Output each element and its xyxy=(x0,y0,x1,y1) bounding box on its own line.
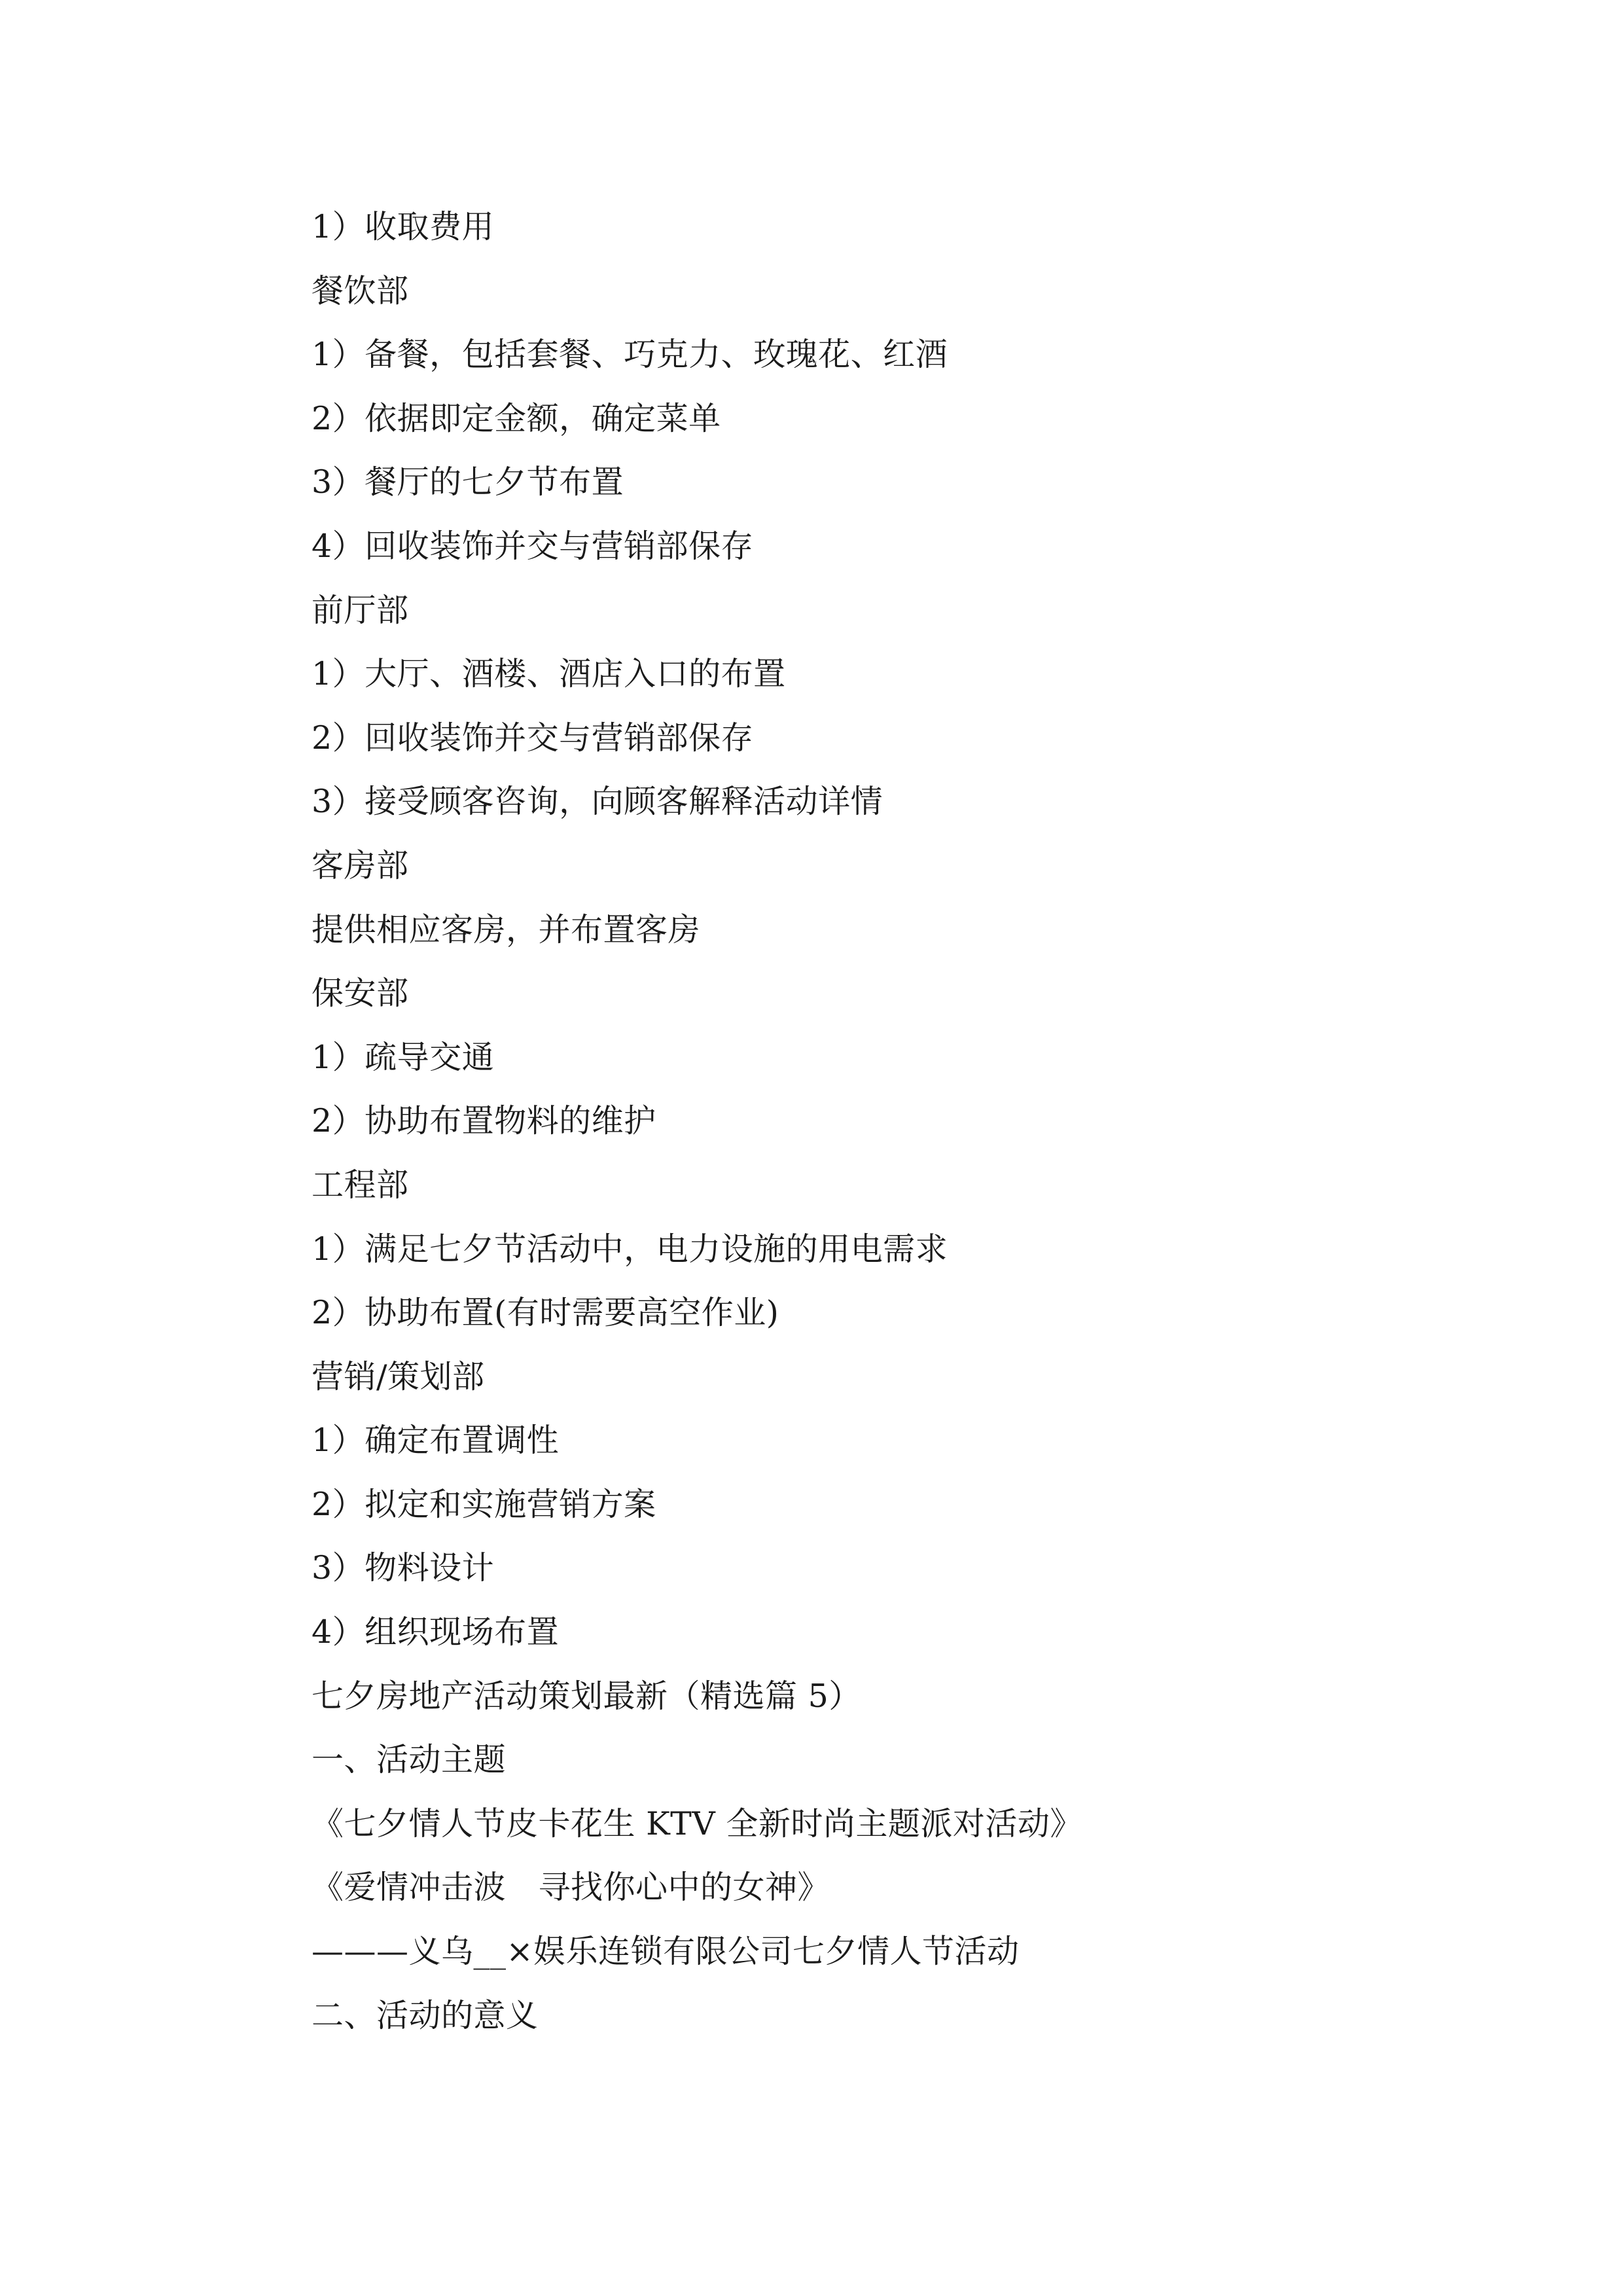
article-title: 七夕房地产活动策划最新（精选篇 5） xyxy=(312,1677,861,1715)
section-heading-activity-theme: 一、活动主题 xyxy=(312,1741,507,1779)
section-heading-security: 保安部 xyxy=(312,975,409,1013)
list-item-material-maintenance: 2）协助布置物料的维护 xyxy=(312,1102,656,1140)
theme-title-love-shockwave: 《爱情冲击波 寻找你心中的女神》 xyxy=(312,1869,830,1907)
list-item-prepare-meals: 1）备餐，包括套餐、巧克力、玫瑰花、红酒 xyxy=(312,336,948,374)
list-item-onsite-setup: 4）组织现场布置 xyxy=(312,1613,560,1651)
list-item-return-decorations-2: 2）回收装饰并交与营销部保存 xyxy=(312,719,754,757)
list-item-traffic: 1）疏导交通 xyxy=(312,1038,495,1076)
list-item-power-supply: 1）满足七夕节活动中，电力设施的用电需求 xyxy=(312,1230,948,1268)
section-heading-marketing: 营销/策划部 xyxy=(312,1357,485,1395)
list-item-layout-tone: 1）确定布置调性 xyxy=(312,1422,560,1460)
document-body xyxy=(312,204,1424,2056)
list-item-collect-fees: 1）收取费用 xyxy=(312,208,495,245)
list-item-lobby-decoration: 1）大厅、酒楼、酒店入口的布置 xyxy=(312,655,786,693)
list-item-assist-setup: 2）协助布置(有时需要高空作业) xyxy=(312,1294,779,1332)
list-item-marketing-plan: 2）拟定和实施营销方案 xyxy=(312,1485,656,1523)
section-heading-catering-dept: 餐饮部 xyxy=(312,272,409,310)
list-item-restaurant-decoration: 3）餐厅的七夕节布置 xyxy=(312,463,624,501)
section-heading-front-office: 前厅部 xyxy=(312,591,409,629)
theme-title-ktv-party: 《七夕情人节皮卡花生 KTV 全新时尚主题派对活动》 xyxy=(312,1804,1082,1842)
paragraph-provide-rooms: 提供相应客房，并布置客房 xyxy=(312,910,701,948)
section-heading-housekeeping: 客房部 xyxy=(312,846,409,884)
section-heading-activity-significance: 二、活动的意义 xyxy=(312,1996,539,2034)
list-item-material-design: 3）物料设计 xyxy=(312,1549,495,1587)
organizer-line: ———义乌__×娱乐连锁有限公司七夕情人节活动 xyxy=(312,1933,1020,1971)
list-item-customer-inquiries: 3）接受顾客咨询，向顾客解释活动详情 xyxy=(312,783,883,821)
section-heading-engineering: 工程部 xyxy=(312,1166,409,1204)
list-item-menu-by-amount: 2）依据即定金额，确定菜单 xyxy=(312,399,721,437)
list-item-return-decorations: 4）回收装饰并交与营销部保存 xyxy=(312,527,754,565)
